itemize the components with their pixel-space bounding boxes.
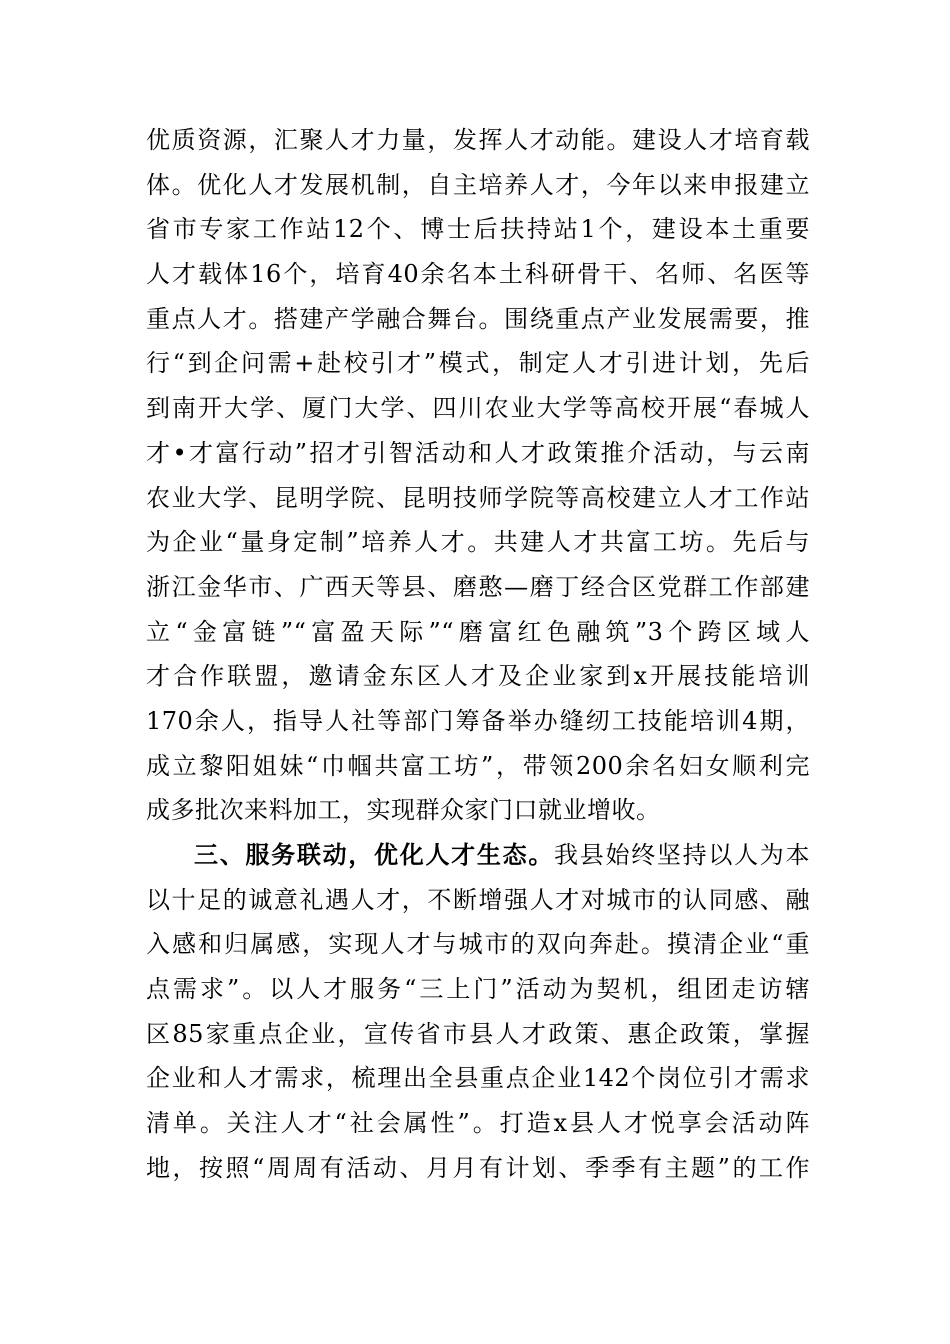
text-line: 为企业“量身定制”培养人才。共建人才共富工坊。先后与: [146, 528, 810, 557]
text-line: 省市专家工作站12个、博士后扶持站1个，建设本土重要: [146, 215, 810, 244]
text-line: 清单。关注人才“社会属性”。打造x县人才悦享会活动阵: [146, 1109, 810, 1138]
text-line: 地，按照“周周有活动、月月有计划、季季有主题”的工作: [146, 1153, 810, 1182]
text-line: 以十足的诚意礼遇人才，不断增强人才对城市的认同感、融: [146, 885, 810, 914]
text-line: 行“到企问需+赴校引才”模式，制定人才引进计划，先后: [146, 349, 810, 378]
text-line: 农业大学、昆明学院、昆明技师学院等高校建立人才工作站: [146, 483, 810, 512]
text-line-first: [146, 833, 810, 878]
paragraph-service-linkage: [146, 833, 810, 1191]
text-line: 区85家重点企业，宣传省市县人才政策、惠企政策，掌握: [146, 1019, 810, 1048]
text-line: 体。优化人才发展机制，自主培养人才，今年以来申报建立: [146, 170, 810, 199]
text-line: 企业和人才需求，梳理出全县重点企业142个岗位引才需求: [146, 1064, 810, 1093]
text-line: 才•才富行动”招才引智活动和人才政策推介活动，与云南: [146, 438, 810, 467]
text-line: 才合作联盟，邀请金东区人才及企业家到x开展技能培训: [146, 662, 810, 691]
heading-continuation: 我县始终坚持以人为本: [554, 841, 810, 869]
text-line: 成立黎阳姐妹“巾帼共富工坊”，带领200余名妇女顺利完: [146, 751, 810, 780]
text-line: 到南开大学、厦门大学、四川农业大学等高校开展“春城人: [146, 394, 810, 423]
text-line: 170余人，指导人社等部门筹备举办缝纫工技能培训4期，: [146, 706, 810, 735]
paragraph-talent-cultivation: [146, 118, 810, 833]
section-heading: 三、服务联动，优化人才生态。: [194, 840, 555, 869]
document-body: [146, 118, 810, 1191]
text-line: 优质资源，汇聚人才力量，发挥人才动能。建设人才培育载: [146, 126, 810, 154]
text-line: 入感和归属感，实现人才与城市的双向奔赴。摸清企业“重: [146, 930, 810, 959]
text-line: 人才载体16个，培育40余名本土科研骨干、名师、名医等: [146, 260, 810, 289]
text-line: 重点人才。搭建产学融合舞台。围绕重点产业发展需要，推: [146, 304, 810, 333]
text-line: 成多批次来料加工，实现群众家门口就业增收。: [146, 796, 661, 825]
text-line: 立“金富链”“富盈天际”“磨富红色融筑”3个跨区域人: [146, 617, 810, 646]
text-line: 浙江金华市、广西天等县、磨憨—磨丁经合区党群工作部建: [146, 572, 810, 601]
text-line: 点需求”。以人才服务“三上门”活动为契机，组团走访辖: [146, 975, 810, 1004]
